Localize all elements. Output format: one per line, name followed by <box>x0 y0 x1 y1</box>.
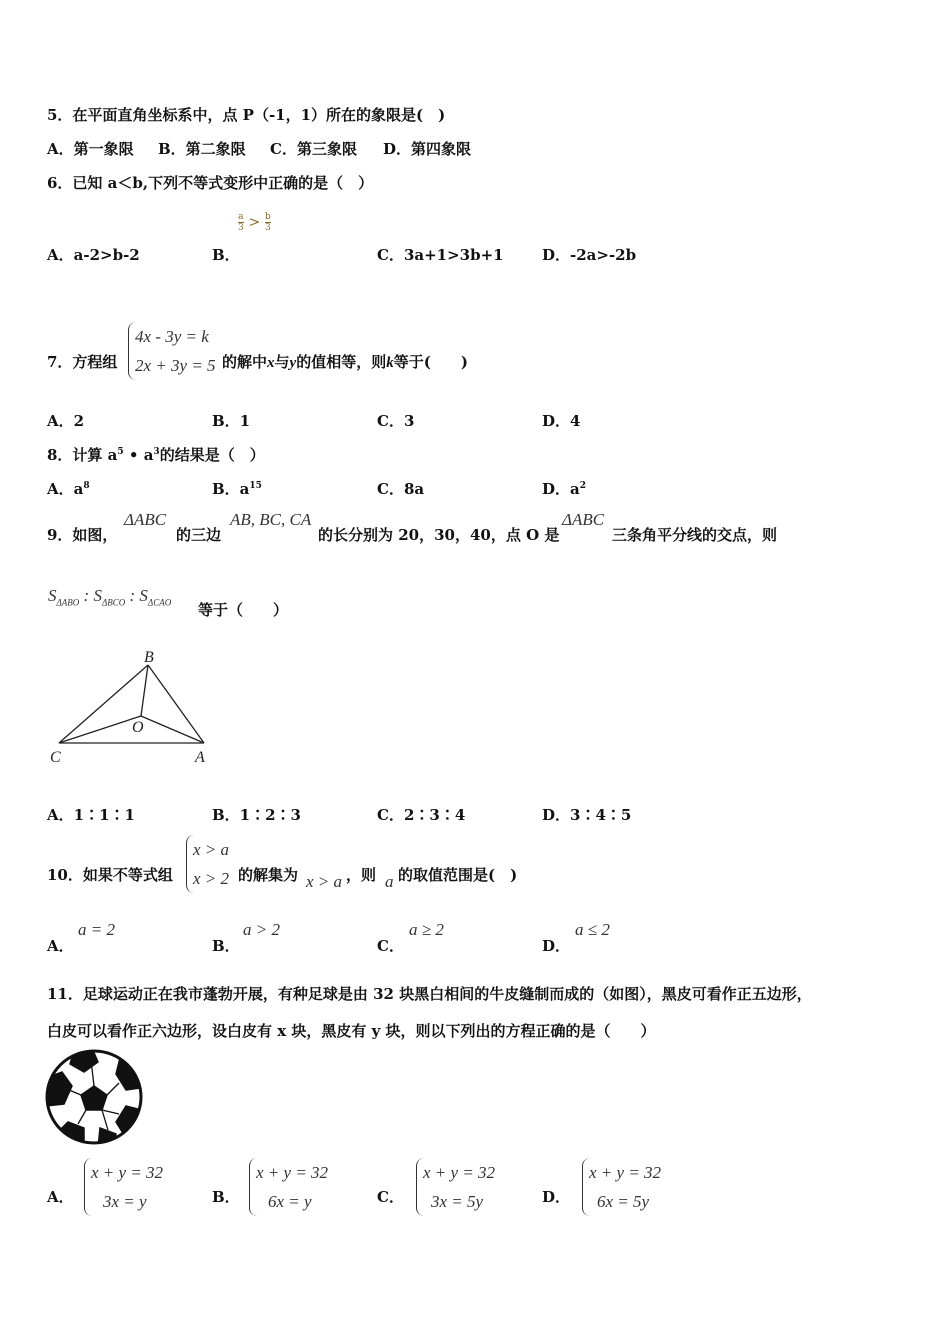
q11-option-a-system: x + y = 32 3x = y <box>84 1158 163 1216</box>
label-o: O <box>132 719 144 736</box>
q10-prefix: 10．如果不等式组 <box>47 866 173 884</box>
q10-option-b-label: B． <box>212 937 240 955</box>
q10-option-d-expr: a ≤ 2 <box>575 920 610 939</box>
q9-t3: 的长分别为 20，30，40，点 O 是 <box>318 526 560 544</box>
q6-stem: 6．已知 a＜b,下列不等式变形中正确的是（ ） <box>47 174 374 192</box>
q8-option-d: D．$a^2$ <box>542 480 586 498</box>
q10-t3: 的取值范围是( ) <box>398 866 518 884</box>
q6-option-c: C．3a+1>3b+1 <box>377 246 504 264</box>
q11-option-c-system: x + y = 32 3x = 5y <box>416 1158 495 1216</box>
q9-option-b: B．1∶2∶3 <box>212 806 301 824</box>
q10-t2: ，则 <box>346 866 377 884</box>
q10-option-c-label: C． <box>377 937 404 955</box>
q11-option-d-label: D． <box>542 1188 571 1206</box>
q7-text: 的解中x与y的值相等，则k等于( ) <box>222 353 468 371</box>
q11-option-d-system: x + y = 32 6x = 5y <box>582 1158 661 1216</box>
q9-option-a: A．1∶1∶1 <box>47 806 135 824</box>
q6-option-b: B． <box>212 246 240 264</box>
label-c: C <box>50 749 61 766</box>
q9-t1: 9．如图， <box>47 526 118 544</box>
q10-solution: x > a <box>306 872 343 891</box>
q9-triangle-1: ΔABC <box>124 510 167 529</box>
q7-option-a: A．2 <box>47 412 85 430</box>
q8-option-b: B．$a^{15}$ <box>212 480 262 498</box>
q9-triangle-figure <box>40 640 230 770</box>
q10-inequality-system: x > a x > 2 <box>186 835 229 893</box>
q10-option-a-label: A． <box>47 937 74 955</box>
q7-equation-system: 4x - 3y = k 2x + 3y = 5 <box>128 322 216 380</box>
q5-option-b: B．第二象限 <box>158 140 246 158</box>
label-a: A <box>195 749 205 766</box>
q6-option-b-formula: $\frac{a}{3}$ > $\frac{b}{3}$ <box>238 212 271 233</box>
q9-ratio-expression: $S_{\Delta ABO}$ : $S_{\Delta BCO}$ : $S_{\Delta CAO}$ <box>48 586 172 608</box>
q10-a: a <box>385 872 394 891</box>
q7-option-d: D．4 <box>542 412 581 430</box>
q5-option-c: C．第三象限 <box>270 140 357 158</box>
q11-option-a-label: A． <box>47 1188 74 1206</box>
q10-option-d-label: D． <box>542 937 571 955</box>
q9-t5: 等于（ ） <box>198 601 289 619</box>
q11-line1: 11．足球运动正在我市蓬勃开展，有种足球是由 32 块黑白相间的牛皮缝制而成的（如图），黑皮可看作正五边形， <box>47 985 812 1003</box>
q7-option-c: C．3 <box>377 412 415 430</box>
q10-option-c-expr: a ≥ 2 <box>409 920 444 939</box>
q8-option-a: A．$a^8$ <box>47 480 90 498</box>
q7-option-b: B．1 <box>212 412 251 430</box>
q7-prefix: 7．方程组 <box>47 353 118 371</box>
q11-option-c-label: C． <box>377 1188 404 1206</box>
label-b: B <box>144 649 154 666</box>
bisector-co <box>59 716 141 743</box>
q6-option-a: A．a-2>b-2 <box>47 246 140 264</box>
q11-option-b-label: B． <box>212 1188 240 1206</box>
q9-option-c: C．2∶3∶4 <box>377 806 466 824</box>
q11-option-b-system: x + y = 32 6x = y <box>249 1158 328 1216</box>
q8-option-c: C．8a <box>377 480 425 498</box>
q9-t4: 三条角平分线的交点，则 <box>612 526 778 544</box>
q10-option-b-expr: a > 2 <box>243 920 280 939</box>
q5-stem: 5．在平面直角坐标系中，点 P（-1，1）所在的象限是( ) <box>47 106 446 124</box>
soccer-ball-icon <box>44 1048 146 1148</box>
q5-option-a: A．第一象限 <box>47 140 134 158</box>
q9-triangle-2: ΔABC <box>562 510 605 529</box>
q9-t2: 的三边 <box>176 526 222 544</box>
q9-option-d: D．3∶4∶5 <box>542 806 632 824</box>
q8-stem: 8．计算 $a^5$ • $a^3$的结果是（ ） <box>47 446 265 464</box>
q10-t1: 的解集为 <box>238 866 299 884</box>
bisector-bo <box>141 665 148 716</box>
q10-option-a-expr: a = 2 <box>78 920 115 939</box>
q11-line2: 白皮可以看作正六边形，设白皮有 x 块，黑皮有 y 块，则以下列出的方程正确的是（ ） <box>47 1022 656 1040</box>
q9-sides: AB, BC, CA <box>230 510 312 529</box>
q5-option-d: D．第四象限 <box>383 140 472 158</box>
q6-option-d: D．-2a>-2b <box>542 246 637 264</box>
